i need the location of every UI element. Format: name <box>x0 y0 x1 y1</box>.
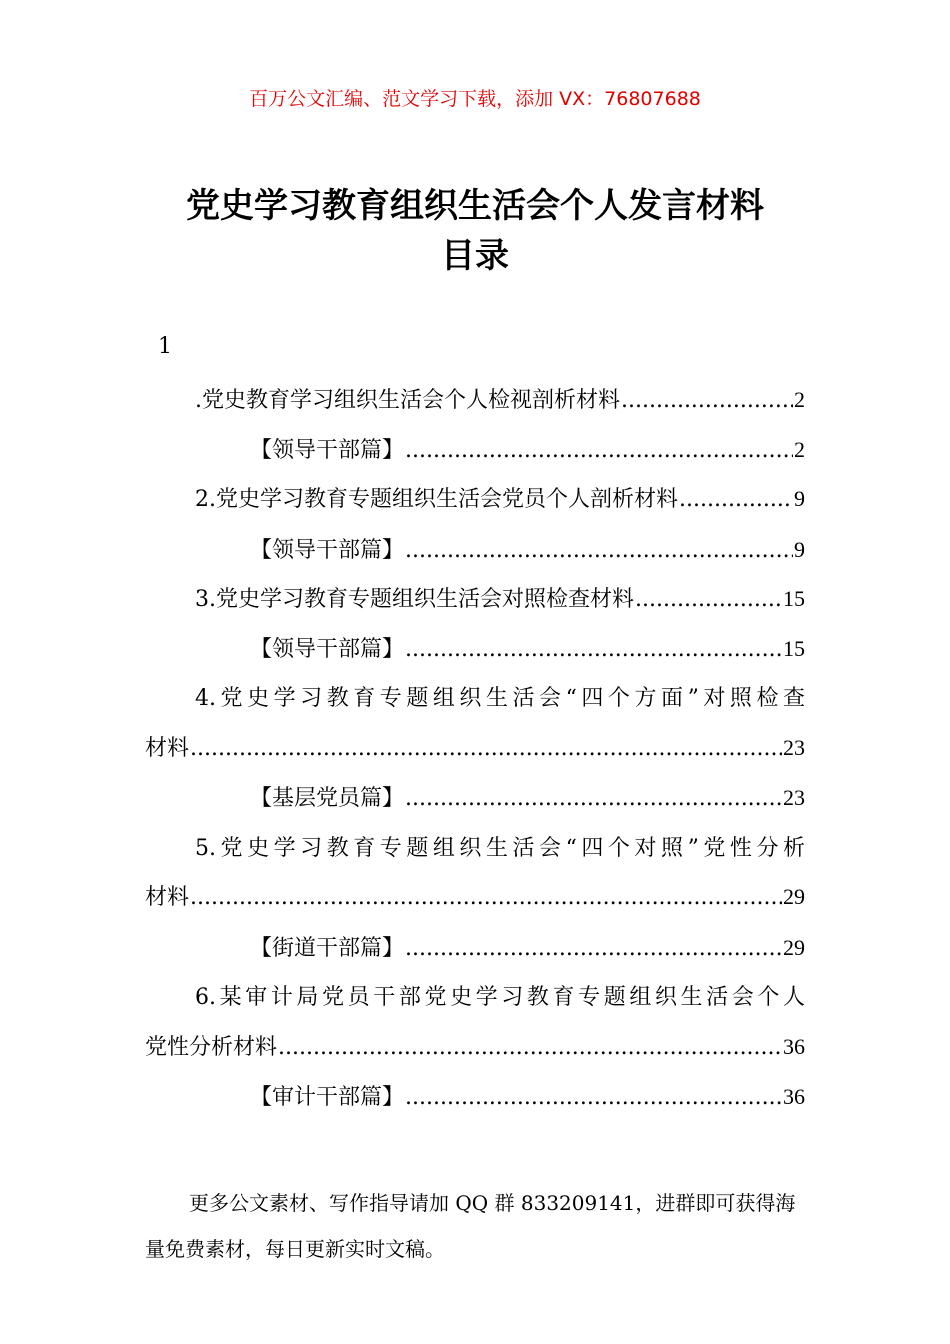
toc-entry-text: 【领导干部篇】 <box>250 538 405 563</box>
toc-entry-page: 36 <box>783 1034 805 1059</box>
toc-entry-page: 9 <box>794 537 805 562</box>
toc-entry-text[interactable]: 5.党史学习教育专题组织生活会“四个对照”党性分析 <box>195 836 805 861</box>
toc-entry-page: 36 <box>783 1084 805 1109</box>
toc-entry[interactable] <box>250 433 805 463</box>
toc-entry-page: 2 <box>794 437 805 462</box>
toc-entry-text: 【街道干部篇】 <box>250 936 405 961</box>
toc-entry-text-cont: 材料 <box>145 736 190 761</box>
toc-entry-text[interactable]: 6.某审计局党员干部党史学习教育专题组织生活会个人 <box>195 985 805 1010</box>
toc-entry-text-cont: 党性分析材料 <box>145 1035 278 1060</box>
footer-note: 更多公文素材、写作指导请加 QQ 群 833209141，进群即可获得海量免费素材，每日更新实时文稿。 <box>145 1191 796 1261</box>
toc-entry-page: 9 <box>794 486 805 511</box>
toc-entry[interactable] <box>145 731 805 761</box>
toc-entry-text: 2.党史学习教育专题组织生活会党员个人剖析材料 <box>195 487 678 512</box>
document-title: 党史学习教育组织生活会个人发言材料 <box>186 186 764 226</box>
toc-entry-text: 【领导干部篇】 <box>250 438 405 463</box>
toc-entry[interactable] <box>145 1030 805 1060</box>
toc-entry-page: 29 <box>783 935 805 960</box>
toc-entry-page: 23 <box>783 785 805 810</box>
toc-entry[interactable] <box>195 582 805 612</box>
toc-entry-page: 2 <box>794 387 805 412</box>
toc-entry-text: 3.党史学习教育专题组织生活会对照检查材料 <box>195 587 634 612</box>
toc-entry-page: 15 <box>783 586 805 611</box>
toc-entry-page: 15 <box>783 636 805 661</box>
toc-entry[interactable] <box>195 383 805 413</box>
toc-entry[interactable] <box>250 533 805 563</box>
toc-entry-text[interactable]: 4.党史学习教育专题组织生活会“四个方面”对照检查 <box>195 686 805 711</box>
toc-entry[interactable] <box>250 632 805 662</box>
toc-entry-text: 【基层党员篇】 <box>250 786 405 811</box>
toc-entry-text: 【领导干部篇】 <box>250 637 405 662</box>
toc-entry-text-cont: 材料 <box>145 885 190 910</box>
toc-heading: 目录 <box>441 236 509 276</box>
toc-entry-page: 23 <box>783 735 805 760</box>
toc-entry[interactable] <box>195 482 805 512</box>
toc-number: 1 <box>158 334 172 359</box>
toc-entry-text: .党史教育学习组织生活会个人检视剖析材料 <box>195 388 620 413</box>
toc-entry[interactable] <box>145 880 805 910</box>
toc-entry[interactable] <box>250 1080 805 1110</box>
toc-entry-text: 【审计干部篇】 <box>250 1085 405 1110</box>
header-note: 百万公文汇编、范文学习下载，添加 VX：76807688 <box>249 88 701 110</box>
toc-entry-page: 29 <box>783 884 805 909</box>
toc-entry[interactable] <box>250 931 805 961</box>
toc-entry[interactable] <box>250 781 805 811</box>
